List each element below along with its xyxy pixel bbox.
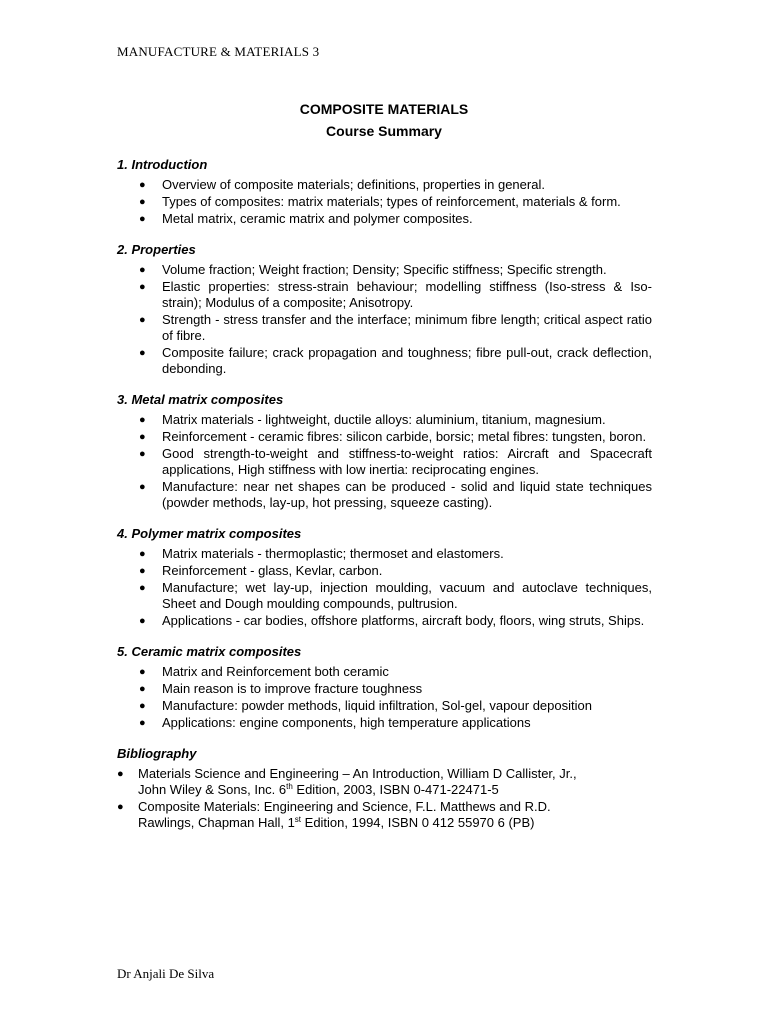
bullet-icon: ● <box>139 548 146 560</box>
list-item: ● Reinforcement - glass, Kevlar, carbon. <box>139 563 383 578</box>
bullet-icon: ● <box>139 431 146 443</box>
bullet-icon: ● <box>139 481 146 493</box>
bullet-list <box>117 262 652 377</box>
list-item: ● Strength - stress transfer and the interface; minimum fibre length; critical aspect ratio of fibre. <box>139 312 652 343</box>
page-header: MANUFACTURE & MATERIALS 3 <box>117 44 320 59</box>
list-item: ● Good strength-to-weight and stiffness-to-weight ratios: Aircraft and Spacecraft applications, High stiffness with low inertia: reciprocating engines. <box>139 446 652 477</box>
list-item: ● Composite failure; crack propagation and toughness; fibre pull-out, crack deflection, debonding. <box>139 345 652 376</box>
list-item: ● Metal matrix, ceramic matrix and polymer composites. <box>139 211 473 226</box>
bullet-icon: ● <box>139 281 146 293</box>
list-item: ● Types of composites: matrix materials; types of reinforcement, materials & form. <box>139 194 621 209</box>
bullet-icon: ● <box>139 213 146 225</box>
bullet-icon: ● <box>139 700 146 712</box>
bullet-icon: ● <box>139 264 146 276</box>
bullet-icon: ● <box>139 347 146 359</box>
section-ceramic-matrix <box>117 644 652 731</box>
section-heading: 2. Properties <box>117 242 196 257</box>
bullet-list <box>117 546 652 629</box>
document-title: COMPOSITE MATERIALS <box>299 101 469 117</box>
list-item: ● Volume fraction; Weight fraction; Density; Specific stiffness; Specific strength. <box>139 262 607 277</box>
list-item: ● Matrix and Reinforcement both ceramic <box>139 664 389 679</box>
list-item: ● Applications: engine components, high temperature applications <box>139 715 531 730</box>
section-heading: Bibliography <box>117 746 197 761</box>
section-heading: 5. Ceramic matrix composites <box>117 644 302 659</box>
bullet-icon: ● <box>139 683 146 695</box>
bullet-icon: ● <box>139 196 146 208</box>
document-body <box>117 157 652 846</box>
page-footer: Dr Anjali De Silva <box>117 966 215 981</box>
bibliography-list <box>117 766 652 831</box>
section-introduction <box>117 157 652 227</box>
list-item: ● Applications - car bodies, offshore platforms, aircraft body, floors, wing struts, Ships. <box>139 613 645 628</box>
section-polymer-matrix <box>117 526 652 629</box>
list-item: ● Manufacture: near net shapes can be produced - solid and liquid state techniques (powder methods, lay-up, hot pressing, squeeze casting). <box>139 479 652 510</box>
bullet-icon: ● <box>139 615 146 627</box>
list-item: ● Elastic properties: stress-strain behaviour; modelling stiffness (Iso-stress & Iso-strain); Modulus of a composite; Anisotropy. <box>139 279 652 310</box>
bullet-icon: ● <box>139 666 146 678</box>
list-item: ● Matrix materials - thermoplastic; thermoset and elastomers. <box>139 546 504 561</box>
bullet-list <box>117 412 652 511</box>
bullet-icon: ● <box>139 717 146 729</box>
list-item: ● Matrix materials - lightweight, ductile alloys: aluminium, titanium, magnesium. <box>139 412 606 427</box>
section-bibliography <box>117 746 652 831</box>
list-item: ● Manufacture: powder methods, liquid infiltration, Sol-gel, vapour deposition <box>139 698 592 713</box>
bullet-icon: ● <box>139 565 146 577</box>
list-item: ● Reinforcement - ceramic fibres: silicon carbide, borsic; metal fibres: tungsten, boron. <box>139 429 647 444</box>
section-heading: 4. Polymer matrix composites <box>117 526 302 541</box>
bullet-icon: ● <box>117 801 124 813</box>
document-subtitle: Course Summary <box>326 123 442 139</box>
section-heading: 1. Introduction <box>117 157 208 172</box>
section-properties <box>117 242 652 377</box>
bullet-icon: ● <box>139 414 146 426</box>
list-item: ● Main reason is to improve fracture toughness <box>139 681 423 696</box>
bullet-list <box>117 664 652 731</box>
section-heading: 3. Metal matrix composites <box>117 392 284 407</box>
list-item: ● Manufacture; wet lay-up, injection moulding, vacuum and autoclave techniques, Sheet and Dough moulding compounds, pultrusion. <box>139 580 652 611</box>
bullet-icon: ● <box>139 582 146 594</box>
bullet-icon: ● <box>139 448 146 460</box>
bibliography-entry: ● Materials Science and Engineering – An Introduction, William D Callister, Jr., John Wiley & Sons, Inc. 6th Edition, 2003, ISBN 0-471-22471-5 <box>117 766 577 797</box>
bullet-icon: ● <box>139 314 146 326</box>
bullet-icon: ● <box>139 179 146 191</box>
bullet-list <box>117 177 652 227</box>
bibliography-entry: ● Composite Materials: Engineering and Science, F.L. Matthews and R.D. Rawlings, Chapman Hall, 1st Edition, 1994, ISBN 0 412 55970 6 (PB) <box>117 799 551 830</box>
section-metal-matrix <box>117 392 652 511</box>
list-item: ● Overview of composite materials; definitions, properties in general. <box>139 177 545 192</box>
bullet-icon: ● <box>117 768 124 780</box>
